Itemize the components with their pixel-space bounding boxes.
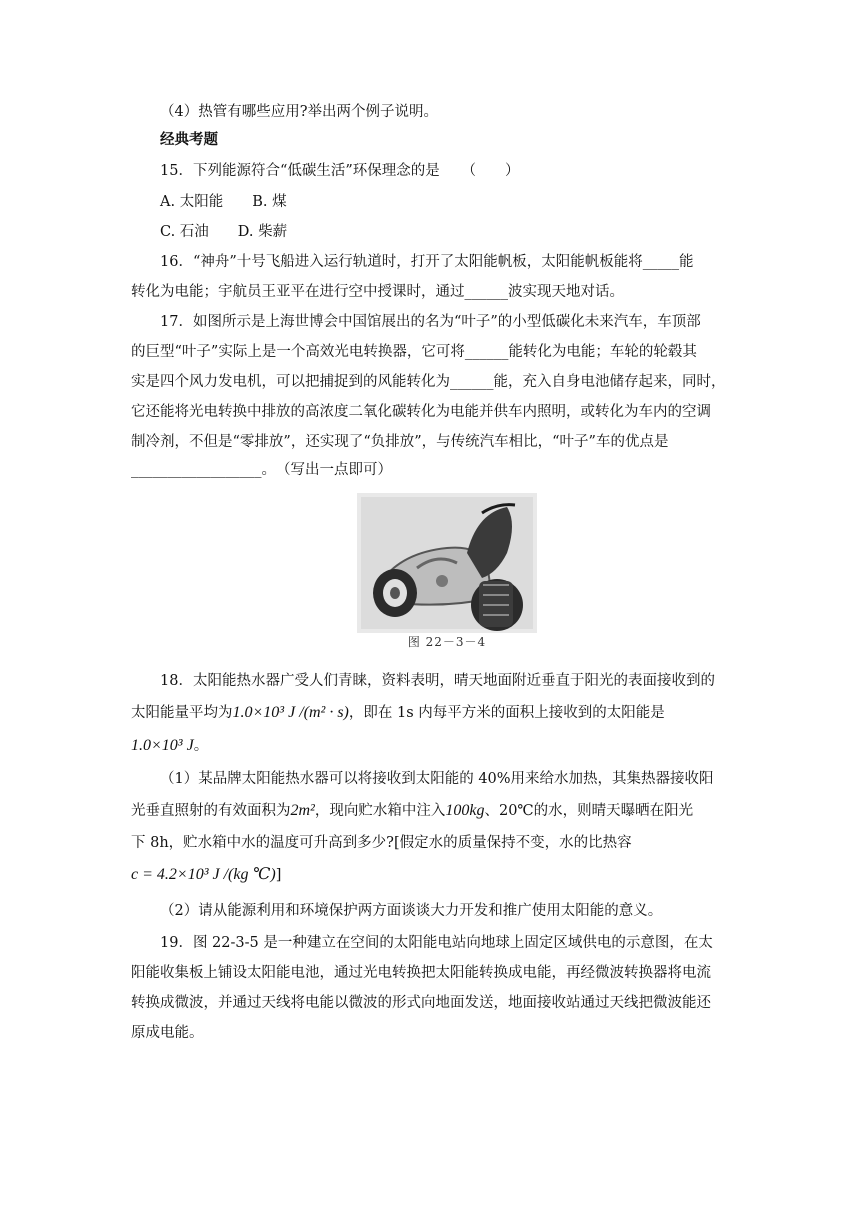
solar-flux-formula: 1.0×10³ J /(m² · s) [232, 704, 349, 721]
specific-heat-formula: c = 4.2×10³ J /(kg ℃) [131, 866, 276, 883]
question-18-text-a: 太阳能量平均为 [131, 705, 233, 721]
section-heading: 经典考题 [160, 131, 218, 148]
question-18-period: 。 [193, 738, 209, 754]
question-15-options-ab: A. 太阳能 B. 煤 [160, 194, 287, 210]
question-17-line-2: 的巨型“叶子”实际上是一个高效光电转换器，它可将______能转化为电能；车轮的轮毂其 [131, 344, 697, 360]
question-18-part-1-line-1: （1）某品牌太阳能热水器可以将接收到太阳能的 40%用来给水加热，其集热器接收阳 [160, 771, 714, 787]
question-17-line-3: 实是四个风力发电机，可以把捕捉到的风能转化为______能，充入自身电池储存起来，同时， [131, 374, 726, 390]
question-15-stem: 15．下列能源符合“低碳生活”环保理念的是 （ ） [160, 163, 520, 179]
question-18-line-3 [131, 735, 731, 757]
question-18-part-1-line-4 [131, 864, 731, 886]
question-18-line-2 [131, 702, 731, 724]
question-14-part-4: （4）热管有哪些应用?举出两个例子说明。 [160, 104, 438, 120]
question-19-line-4: 原成电能。 [131, 1025, 204, 1041]
question-17-line-1: 17．如图所示是上海世博会中国馆展出的名为“叶子”的小型低碳化未来汽车，车顶部 [160, 314, 701, 330]
part-1-text-a: 光垂直照射的有效面积为 [131, 803, 291, 819]
solar-energy-value: 1.0×10³ J [131, 737, 194, 754]
bracket-close: ] [275, 867, 282, 883]
question-18-part-1-line-2 [131, 800, 731, 822]
question-17-line-6: __________________。 （写出一点即可） [131, 462, 392, 478]
question-18-part-1-line-3: 下 8h，贮水箱中水的温度可升高到多少?[假定水的质量保持不变，水的比热容 [131, 835, 632, 851]
question-15-options-cd: C. 石油 D. 柴薪 [160, 224, 288, 240]
mass-value: 100kg [445, 802, 485, 819]
figure-caption: 图 22－3－4 [407, 635, 487, 649]
question-18-text-b: ，即在 1s 内每平方米的面积上接收到的太阳能是 [348, 705, 665, 721]
figure-leaf-car [357, 493, 537, 653]
question-16-line-1: 16．“神舟”十号飞船进入运行轨道时，打开了太阳能帆板，太阳能帆板能将_____能 [160, 254, 694, 270]
part-1-text-c: 、20℃的水，则晴天曝晒在阳光 [484, 803, 694, 819]
question-18-line-1: 18．太阳能热水器广受人们青睐，资料表明，晴天地面附近垂直于阳光的表面接收到的 [160, 673, 715, 689]
area-value: 2m² [290, 802, 315, 819]
question-17-line-5: 制冷剂，不但是“零排放”，还实现了“负排放”，与传统汽车相比，“叶子”车的优点是 [131, 434, 669, 450]
leaf-car-image [357, 493, 537, 633]
question-19-line-2: 阳能收集板上铺设太阳能电池，通过光电转换把太阳能转换成电能，再经微波转换器将电流 [131, 965, 711, 981]
question-19-line-1: 19．图 22-3-5 是一种建立在空间的太阳能电站向地球上固定区域供电的示意图，在太 [160, 935, 713, 951]
part-1-text-b: ，现向贮水箱中注入 [314, 803, 446, 819]
question-16-line-2: 转化为电能；宇航员王亚平在进行空中授课时，通过______波实现天地对话。 [131, 284, 624, 300]
question-18-part-2: （2）请从能源利用和环境保护两方面谈谈大力开发和推广使用太阳能的意义。 [160, 903, 663, 919]
question-19-line-3: 转换成微波，并通过天线将电能以微波的形式向地面发送，地面接收站通过天线把微波能还 [131, 995, 711, 1011]
question-17-line-4: 它还能将光电转换中排放的高浓度二氧化碳转化为电能并供车内照明，或转化为车内的空调 [131, 404, 711, 420]
